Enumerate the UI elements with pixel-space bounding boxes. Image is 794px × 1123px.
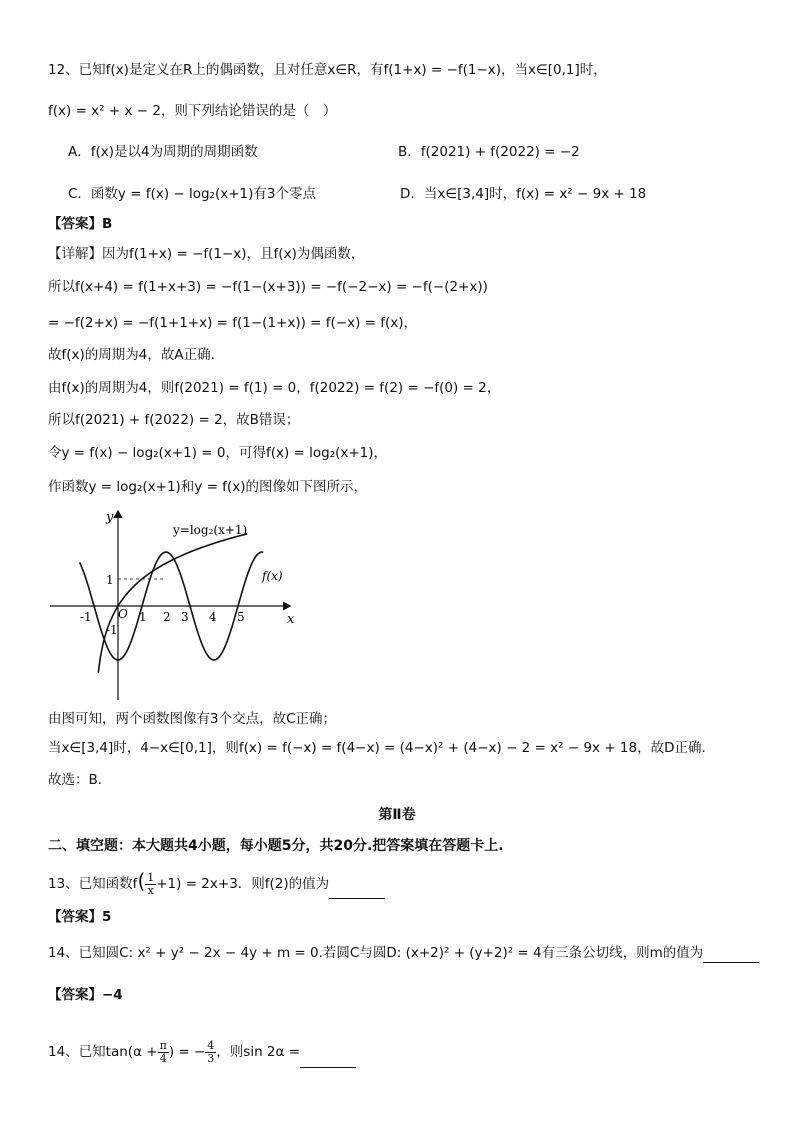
- q12-stem-line1: 12、已知f(x)是定义在R上的偶函数，且对任意x∈R，有f(1+x) = −f(1−x)，当x∈[0,1]时，: [48, 62, 607, 78]
- q12-option-b: B．f(2021) + f(2022) = −2: [398, 144, 580, 160]
- q12-answer: 【答案】B: [48, 216, 113, 232]
- q14a-text: 14、已知圆C: x² + y² − 2x − 4y + m = 0.若圆C与圆D: (x+2)² + (y+2)² = 4有三条公切线，则m的值为: [48, 945, 704, 961]
- q14a-stem: [48, 943, 759, 963]
- q13-suffix: +1) = 2x+3．则f(2)的值为: [156, 876, 330, 892]
- q14b-fraction: [158, 1040, 169, 1065]
- x-tick-label: 3: [181, 610, 189, 624]
- x-tick-label: 1: [139, 610, 147, 624]
- q14a-answer-blank[interactable]: [703, 948, 759, 963]
- section-title: 第Ⅱ卷: [378, 807, 416, 823]
- q12-detail-line: 故f(x)的周期为4，故A正确．: [48, 347, 225, 363]
- q12-detail-line: 令y = f(x) − log₂(x+1) = 0，可得f(x) = log₂(x+1)，: [48, 445, 388, 461]
- x-tick-label: 2: [163, 610, 171, 624]
- part2-heading: 二、填空题：本大题共4小题，每小题5分，共20分.把答案填在答题卡上.: [48, 838, 504, 854]
- y-tick-label: -1: [106, 623, 118, 637]
- log-curve-label: y=log₂(x+1): [173, 523, 248, 537]
- x-tick-label: 4: [209, 610, 217, 624]
- q14b-frac-den: 4: [159, 1051, 167, 1065]
- q13-prefix: 13、已知函数f: [48, 876, 138, 892]
- q12-option-d: D．当x∈[3,4]时，f(x) = x² − 9x + 18: [400, 186, 647, 202]
- x-tick-label: 5: [237, 610, 245, 624]
- q12-after-graph-line: 当x∈[3,4]时，4−x∈[0,1]，则f(x) = f(−x) = f(4−x) = (4−x)² + (4−x) − 2 = x² − 9x + 18，故D正确．: [48, 740, 715, 756]
- q14b-mid: ) = −: [168, 1044, 206, 1060]
- x-tick-label: -1: [80, 610, 92, 624]
- q12-detail-line: 所以f(2021) + f(2022) = 2，故B错误；: [48, 412, 300, 428]
- q14b-frac2-den: 3: [207, 1051, 215, 1065]
- y-tick-label: 1: [106, 573, 114, 587]
- q14b-frac2-num: 4: [207, 1038, 215, 1052]
- q12-option-a: A．f(x)是以4为周期的周期函数: [68, 144, 258, 160]
- log-curve: [98, 534, 247, 673]
- q14b-stem: [48, 1036, 356, 1068]
- function-graph: [40, 505, 320, 705]
- y-axis-label: y: [106, 510, 114, 525]
- x-axis-label: x: [287, 612, 295, 627]
- q13-stem: 13、已知函数f( $\frac{1}{x}$ +1) = 2x+3．则f(2)的值为: [48, 866, 385, 899]
- q12-after-graph-line: 故选：B．: [48, 772, 112, 788]
- q14b-answer-blank[interactable]: [300, 1053, 356, 1068]
- origin-label: O: [118, 607, 128, 621]
- q12-detail-line: 由f(x)的周期为4，则f(2021) = f(1) = 0，f(2022) = f(2) = −f(0) = 2，: [48, 380, 501, 396]
- q13-answer-blank[interactable]: [329, 884, 385, 899]
- q12-after-graph-line: 由图可知，两个函数图像有3个交点，故C正确；: [48, 711, 337, 727]
- q14b-frac-num: π: [159, 1038, 167, 1052]
- f-curve-label: f(x): [262, 569, 283, 583]
- q13-frac-num: 1: [147, 870, 155, 884]
- q14a-answer: 【答案】−4: [48, 987, 123, 1003]
- q12-stem-line2: f(x) = x² + x − 2，则下列结论错误的是（ ）: [48, 103, 337, 119]
- q12-detail-line: 作函数y = log₂(x+1)和y = f(x)的图像如下图所示，: [48, 479, 367, 495]
- q14b-prefix: 14、已知tan(α +: [48, 1044, 158, 1060]
- q13-answer: 【答案】5: [48, 909, 112, 925]
- q12-detail-line: = −f(2+x) = −f(1+1+x) = f(1−(1+x)) = f(−x) = f(x)，: [48, 315, 418, 331]
- q14b-suffix: ，则sin 2α =: [216, 1044, 301, 1060]
- q14b-fraction2: [205, 1040, 216, 1065]
- q13-fraction: [145, 872, 156, 897]
- q12-detail-line: 【详解】因为f(1+x) = −f(1−x)，且f(x)为偶函数，: [48, 246, 365, 262]
- q12-detail-line: 所以f(x+4) = f(1+x+3) = −f(1−(x+3)) = −f(−2−x) = −f(−(2+x)): [48, 279, 488, 295]
- q13-frac-den: x: [147, 883, 154, 897]
- q12-option-c: C．函数y = f(x) − log₂(x+1)有3个零点: [68, 186, 316, 202]
